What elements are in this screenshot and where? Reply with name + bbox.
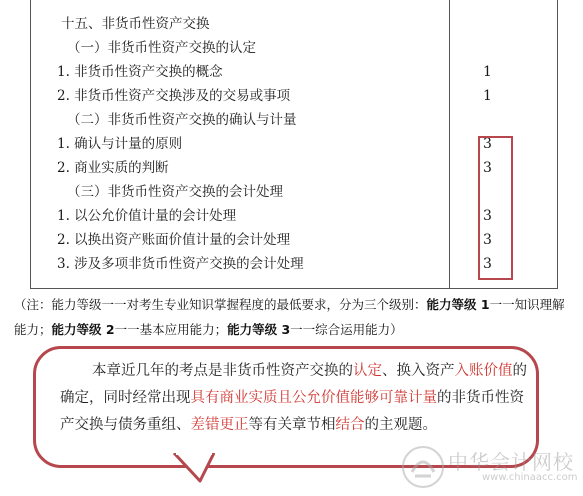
callout-seg-4: 的非货币性资产交换与债务重组、 <box>60 390 524 433</box>
row-level: 1 <box>483 88 492 104</box>
row-label: 十五、非货币性资产交换 <box>61 16 210 32</box>
chinaacc-logo-icon <box>400 444 446 490</box>
row-label: 1. 非货币性资产交换的概念 <box>57 64 223 80</box>
table-row <box>31 84 557 108</box>
row-label: （三）非货币性资产交换的会计处理 <box>67 184 283 200</box>
row-label: 2. 以换出资产账面价值计量的会计处理 <box>57 232 291 248</box>
table-row <box>31 108 557 132</box>
row-label: 2. 非货币性资产交换涉及的交易或事项 <box>57 88 291 104</box>
note-level-1: 能力等级 1 <box>426 297 490 312</box>
callout-highlight-2: 入账价值 <box>454 363 513 379</box>
callout-seg-5: 等有关章节相 <box>248 417 336 433</box>
row-level: 3 <box>483 208 492 224</box>
callout-seg-1: 本章近几年的考点是非货币性资产交换的 <box>92 363 353 379</box>
row-label: （一）非货币性资产交换的认定 <box>67 40 256 56</box>
callout-tail <box>170 453 228 483</box>
note-text-2: 一一知识理解能力； <box>14 297 565 337</box>
callout-highlight-1: 认定 <box>353 363 382 379</box>
note-text-3: 一一基本应用能力； <box>114 322 228 337</box>
note-level-3: 能力等级 3 <box>227 322 291 337</box>
row-label: （二）非货币性资产交换的确认与计量 <box>67 112 297 128</box>
row-level: 3 <box>483 160 492 176</box>
callout-highlight-5: 结合 <box>335 417 365 433</box>
row-label: 2. 商业实质的判断 <box>57 160 169 176</box>
watermark-en: www.chinaacc.com <box>482 472 578 483</box>
row-level: 3 <box>483 136 492 152</box>
row-level: 3 <box>483 256 492 272</box>
row-label: 1. 确认与计量的原则 <box>57 136 183 152</box>
row-label: 1. 以公允价值计量的会计处理 <box>57 208 237 224</box>
table-row <box>31 36 557 60</box>
callout-seg-6: 的主观题。 <box>364 417 437 433</box>
row-level: 3 <box>483 232 492 248</box>
note-text-4: 一一综合运用能力） <box>290 322 403 337</box>
watermark-cn: 中华会计网校 <box>448 450 574 474</box>
table-row <box>31 12 557 36</box>
ability-level-note <box>14 292 576 342</box>
note-text-1: （注：能力等级一一对考生专业知识掌握程度的最低要求，分为三个级别： <box>14 297 427 312</box>
row-level: 1 <box>483 64 492 80</box>
callout-highlight-4: 差错更正 <box>190 417 249 433</box>
syllabus-table <box>30 0 558 289</box>
callout-highlight-3: 具有商业实质且公允价值能够可靠计量 <box>190 390 437 406</box>
watermark <box>400 442 578 492</box>
note-level-2: 能力等级 2 <box>51 322 115 337</box>
table-row <box>31 60 557 84</box>
level-3-highlight-box <box>478 136 513 280</box>
callout-seg-3: 的确定，同时经常出现 <box>60 363 527 406</box>
row-label: 3. 涉及多项非货币性资产交换的会计处理 <box>57 256 304 272</box>
callout-text <box>60 358 530 439</box>
callout-seg-2: 、换入资产 <box>382 363 455 379</box>
